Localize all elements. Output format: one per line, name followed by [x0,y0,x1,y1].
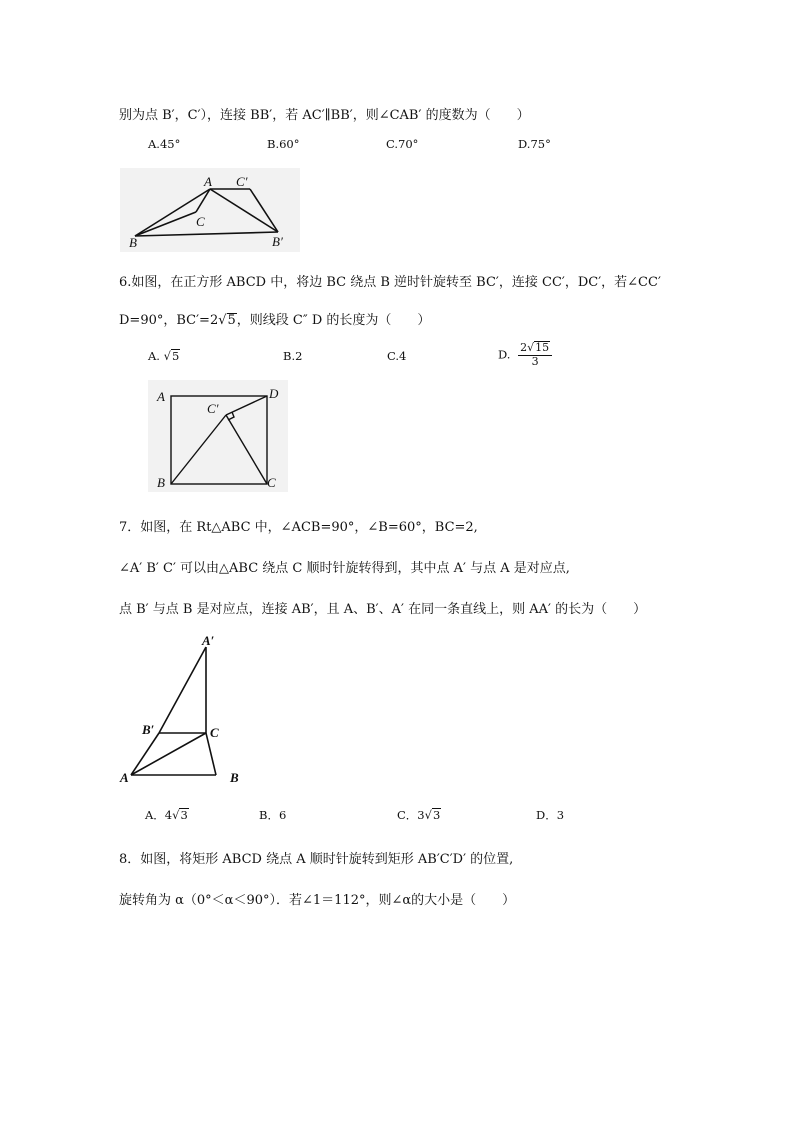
q7-option-a [145,807,189,823]
q7-option-a-radicand: 3 [180,808,188,822]
q6-option-a [148,349,180,363]
q7-text-line1: 7．如图，在 Rt△ABC 中，∠ACB=90°，∠B=60°，BC=2, [119,520,478,535]
q6-option-d [498,341,552,368]
q7-option-c-radicand: 3 [432,808,441,822]
q5-text-tail: 别为点 B′，C′），连接 BB′，若 AC′∥BB′，则∠CAB′ 的度数为（ ） [119,108,530,123]
q5-option-c: C.70° [386,137,419,151]
q5-option-a: A.45° [148,137,181,151]
q6-option-a-prefix: A. [148,349,160,363]
q6-option-d-prefix: D. [498,347,511,362]
sqrt-symbol: √5 [218,313,236,328]
q5-option-d: D.75° [518,137,551,151]
q7-label-a-prime: A′ [202,633,215,648]
q7-label-b: B [230,770,239,785]
q6-text-line2-post: ，则线段 C″ D 的长度为（ ） [236,313,431,328]
q6-option-d-num-radicand: 15 [535,341,550,354]
q5-label-b: B [129,235,137,250]
q6-option-d-denominator: 3 [531,354,539,368]
sqrt-symbol: √5 [163,349,180,363]
q7-figure [116,630,256,790]
q6-text-line2 [119,309,430,328]
q7-option-c [397,807,441,823]
q6-text-line2-pre: D=90°，BC′=2 [119,313,219,328]
q8-text-line2: 旋转角为 α（0°＜α＜90°）．若∠1＝112°，则∠α的大小是（ ） [119,893,516,908]
q5-label-b-prime: B′ [272,234,283,249]
q7-text-line2: ∠A′ B′ C′ 可以由△ABC 绕点 C 顺时针旋转得到，其中点 A′ 与点 A 是对应点, [119,561,570,576]
q6-label-c: C [267,475,276,490]
q5-label-c-prime: C′ [236,174,248,189]
q7-option-a-prefix: A．4 [145,808,173,822]
q6-figure [148,380,288,492]
q6-option-c: C.4 [387,349,407,363]
q6-option-d-num-coef: 2 [520,341,528,354]
q6-label-a: A [157,389,165,404]
q7-label-c: C [210,725,219,740]
q6-option-d-fraction [518,341,552,368]
q5-option-b: B.60° [267,137,300,151]
q7-label-a: A [120,770,129,785]
q6-label-d: D [269,386,279,401]
q5-label-a: A [204,174,212,189]
q6-option-b: B.2 [283,349,303,363]
q7-option-c-prefix: C．3 [397,808,425,822]
q6-option-a-radicand: 5 [171,349,180,363]
q6-label-b: B [157,475,165,490]
q6-label-c-prime: C′ [207,401,219,416]
q7-label-b-prime: B′ [142,722,155,737]
q7-option-b: B．6 [259,808,287,822]
q5-label-c: C [196,214,205,229]
sqrt-symbol: √3 [172,808,188,822]
sqrt-symbol: √15 [527,341,550,354]
sqrt-symbol: √3 [424,808,441,822]
q8-text-line1: 8．如图，将矩形 ABCD 绕点 A 顺时针旋转到矩形 AB′C′D′ 的位置, [119,852,514,867]
q6-radicand: 5 [227,313,236,328]
q6-text-line1: 6.如图，在正方形 ABCD 中，将边 BC 绕点 B 逆时针旋转至 BC′，连接 CC′，DC′，若∠CC′ [119,275,661,290]
q7-option-d: D．3 [536,808,565,822]
q5-figure [120,168,300,252]
q7-text-line3: 点 B′ 与点 B 是对应点，连接 AB′，且 A、B′、A′ 在同一条直线上，则 AA′ 的长为（ ） [119,602,647,617]
